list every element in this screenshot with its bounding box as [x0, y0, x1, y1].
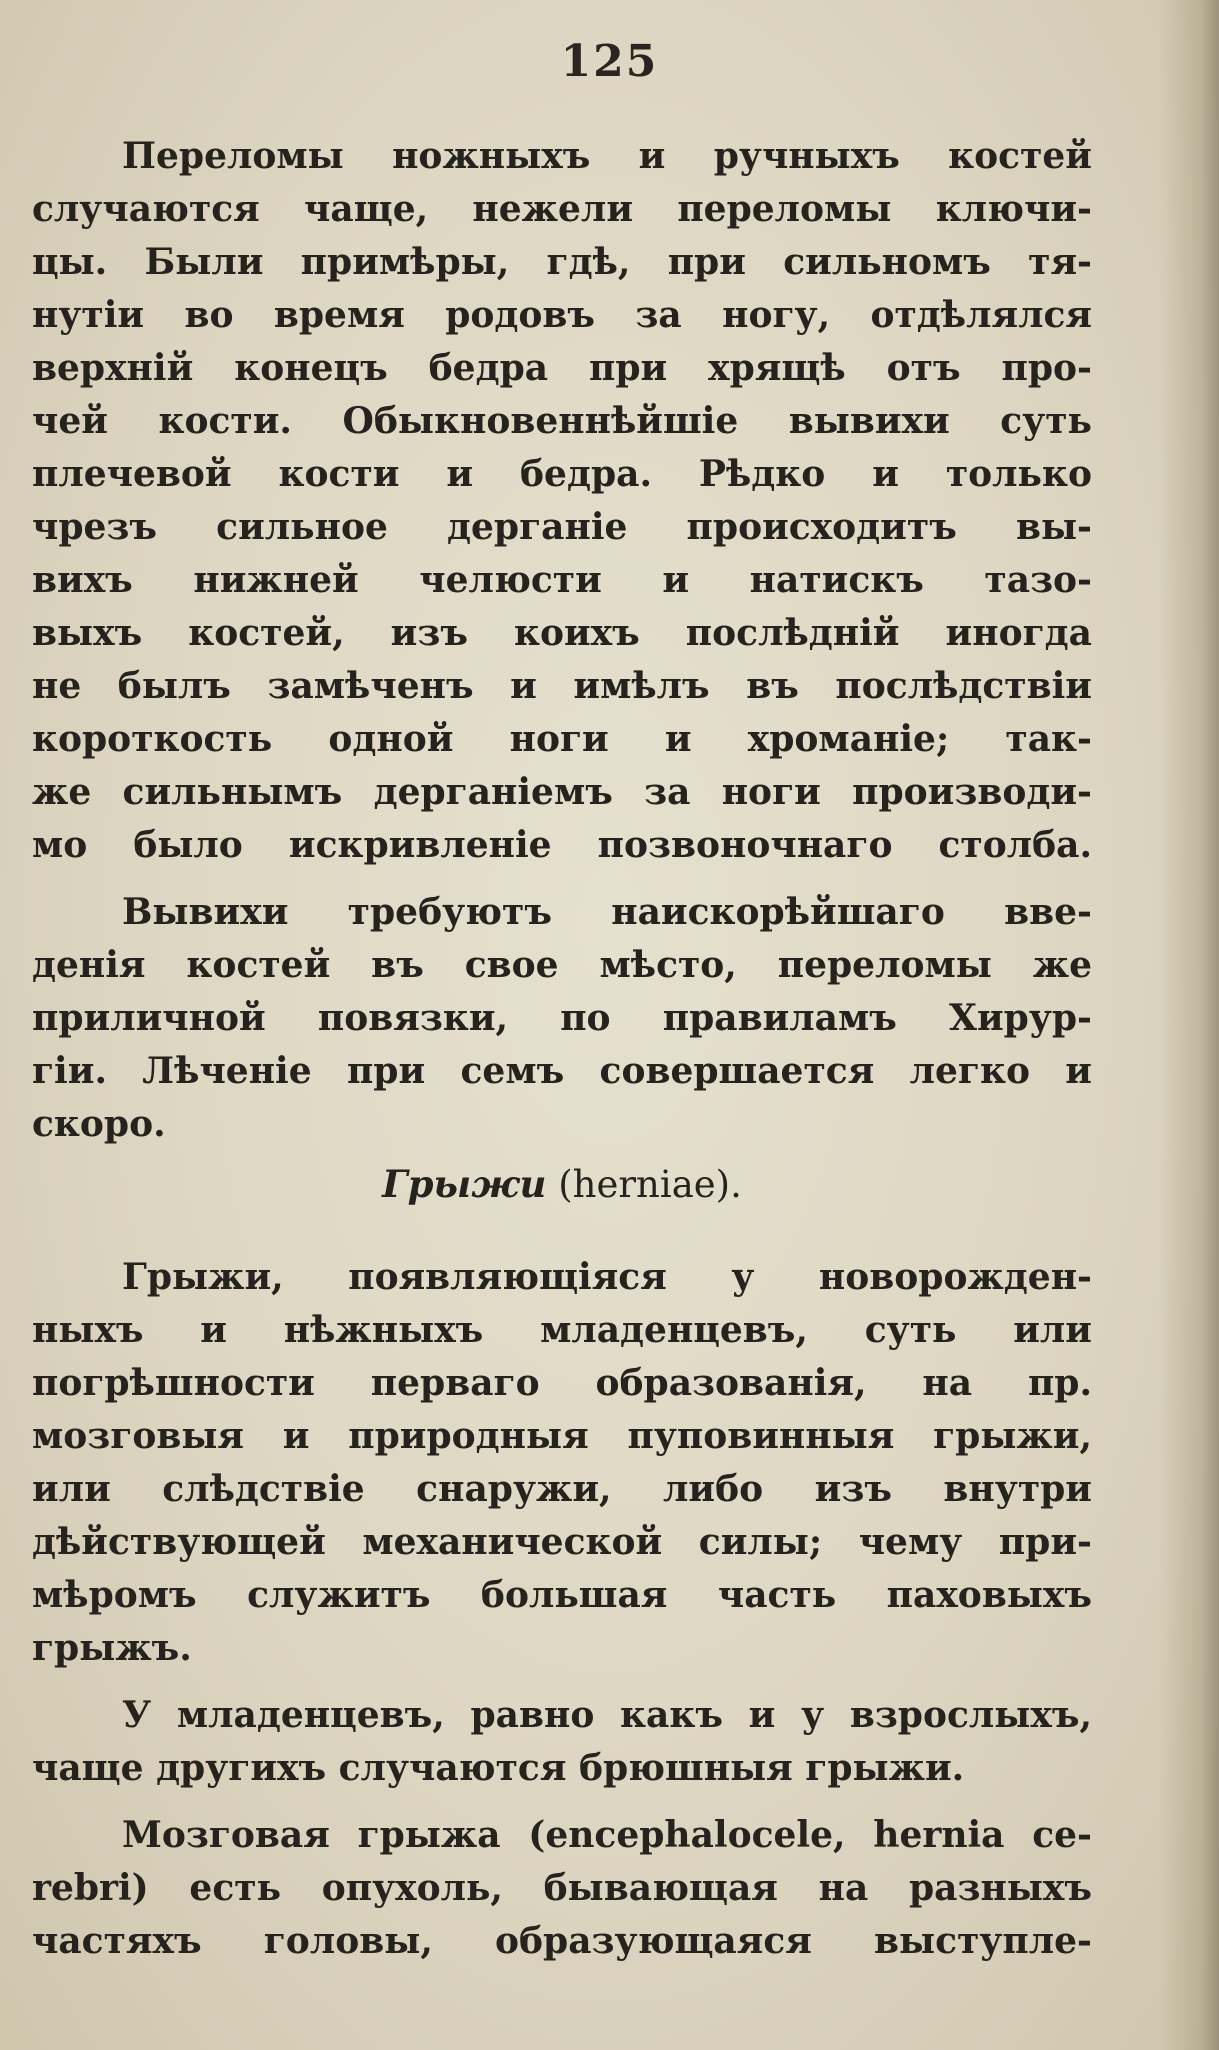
text-line: мѣромъ служитъ большая часть паховыхъ: [32, 1574, 1092, 1616]
text-line: Вывихи требуютъ наискорѣйшаго вве-: [122, 891, 1092, 933]
section-heading: [32, 1151, 1092, 1217]
text-line: вихъ нижней челюсти и натискъ тазо-: [32, 559, 1092, 601]
heading-title: Грыжи: [382, 1162, 547, 1206]
text-line: Мозговая грыжа (encephalocele, hernia ce-: [122, 1814, 1092, 1856]
text-line: чей кости. Обыкновеннѣйшіе вывихи суть: [32, 400, 1092, 442]
text-line: выхъ костей, изъ коихъ послѣдній иногда: [32, 612, 1092, 654]
text-line: гіи. Лѣченіе при семъ совершается легко и: [32, 1050, 1092, 1092]
paragraph-abdominal-hernias: [32, 1689, 1092, 1795]
text-line: чаще другихъ случаются брюшныя грыжи.: [32, 1747, 965, 1789]
text-line: цы. Были примѣры, гдѣ, при сильномъ тя-: [32, 241, 1092, 283]
text-line: верхній конецъ бедра при хрящѣ отъ про-: [32, 347, 1092, 389]
text-line: же сильнымъ дерганіемъ за ноги производи-: [32, 771, 1092, 813]
paragraph-encephalocele: [32, 1809, 1092, 1968]
text-line: плечевой кости и бедра. Рѣдко и только: [32, 453, 1092, 495]
heading-latin: (herniae).: [558, 1163, 742, 1206]
text-line: денія костей въ свое мѣсто, переломы же: [32, 944, 1092, 986]
text-line: чрезъ сильное дерганіе происходитъ вы-: [32, 506, 1092, 548]
page-spine-shadow: [1159, 0, 1219, 2050]
body-text: [32, 130, 1092, 1968]
text-line: rebri) есть опухоль, бывающая на разныхъ: [32, 1867, 1092, 1909]
paragraph-fractures: [32, 130, 1092, 872]
text-line: приличной повязки, по правиламъ Хирур-: [32, 997, 1092, 1039]
text-line: Переломы ножныхъ и ручныхъ костей: [122, 135, 1092, 177]
text-line: ныхъ и нѣжныхъ младенцевъ, суть или: [32, 1309, 1092, 1351]
text-line: случаются чаще, нежели переломы ключи-: [32, 188, 1092, 230]
paragraph-dislocations: [32, 886, 1092, 1151]
text-line: грыжъ.: [32, 1627, 192, 1669]
text-line: У младенцевъ, равно какъ и у взрослыхъ,: [122, 1694, 1092, 1736]
text-line: не былъ замѣченъ и имѣлъ въ послѣдствіи: [32, 665, 1092, 707]
text-line: Грыжи, появляющіяся у новорожден-: [122, 1256, 1092, 1298]
text-line: частяхъ головы, образующаяся выступле-: [32, 1920, 1092, 1962]
page-number: 125: [560, 36, 659, 87]
paragraph-hernias: [32, 1251, 1092, 1675]
text-line: мо было искривленіе позвоночнаго столба.: [32, 824, 1092, 866]
text-line: короткость одной ноги и хроманіе; так-: [32, 718, 1092, 760]
text-line: дѣйствующей механической силы; чему при-: [32, 1521, 1092, 1563]
text-line: скоро.: [32, 1103, 166, 1145]
text-line: нутіи во время родовъ за ногу, отдѣлялся: [32, 294, 1092, 336]
text-line: погрѣшности перваго образованія, на пр.: [32, 1362, 1092, 1404]
text-line: или слѣдствіе снаружи, либо изъ внутри: [32, 1468, 1092, 1510]
text-line: мозговыя и природныя пуповинныя грыжи,: [32, 1415, 1092, 1457]
